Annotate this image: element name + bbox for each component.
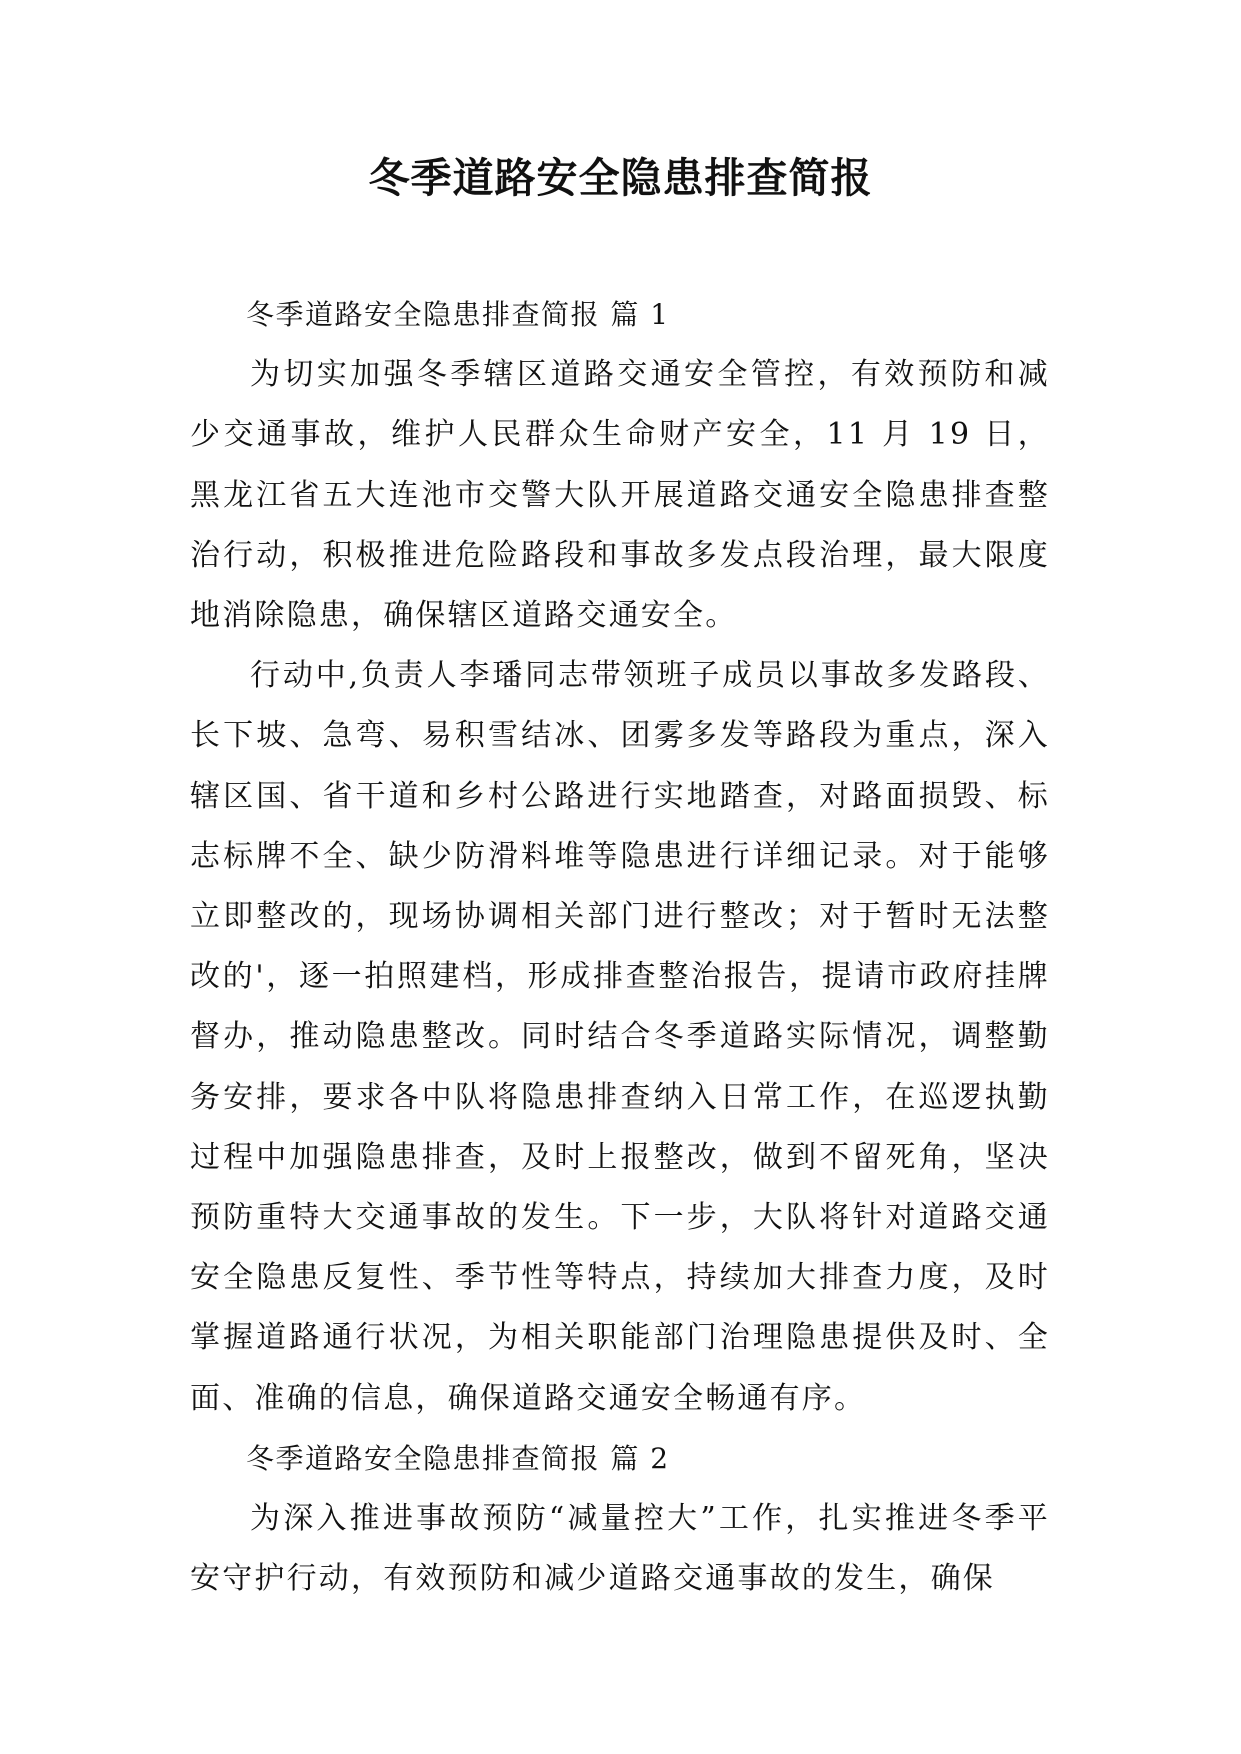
document-body xyxy=(190,285,1050,1609)
section-heading-2: 冬季道路安全隐患排查简报 篇 2 xyxy=(246,1441,670,1475)
paragraph-section-2: 为深入推进事故预防“减量控大”工作，扎实推进冬季平安守护行动，有效预防和减少道路交通事故的发生，确保 xyxy=(190,1501,1050,1597)
paragraph-action: 行动中,负责人李璠同志带领班子成员以事故多发路段、长下坡、急弯、易积雪结冰、团雾多发等路段为重点，深入辖区国、省干道和乡村公路进行实地踏查，对路面损毁、标志标牌不全、缺少防滑料堆等隐患进行详细记录。对于能够立即整改的，现场协调相关部门进行整改；对于暂时无法整改的'，逐一拍照建档，形成排查整治报告，提请市政府挂牌督办，推动隐患整改。同时结合冬季道路实际情况，调整勤务安排，要求各中队将隐患排查纳入日常工作，在巡逻执勤过程中加强隐患排查，及时上报整改，做到不留死角，坚决预防重特大交通事故的发生。下一步，大队将针对道路交通安全隐患反复性、季节性等特点，持续加大排查力度，及时掌握道路通行状况，为相关职能部门治理隐患提供及时、全面、准确的信息，确保道路交通安全畅通有序。 xyxy=(190,658,1050,1416)
paragraph-intro: 为切实加强冬季辖区道路交通安全管控，有效预防和减少交通事故，维护人民群众生命财产安全，11 月 19 日，黑龙江省五大连池市交警大队开展道路交通安全隐患排查整治行动，积极推进危险路段和事故多发点段治理，最大限度地消除隐患，确保辖区道路交通安全。 xyxy=(190,357,1050,634)
section-heading-1: 冬季道路安全隐患排查简报 篇 1 xyxy=(246,298,670,331)
document-title: 冬季道路安全隐患排查简报 xyxy=(368,154,873,202)
